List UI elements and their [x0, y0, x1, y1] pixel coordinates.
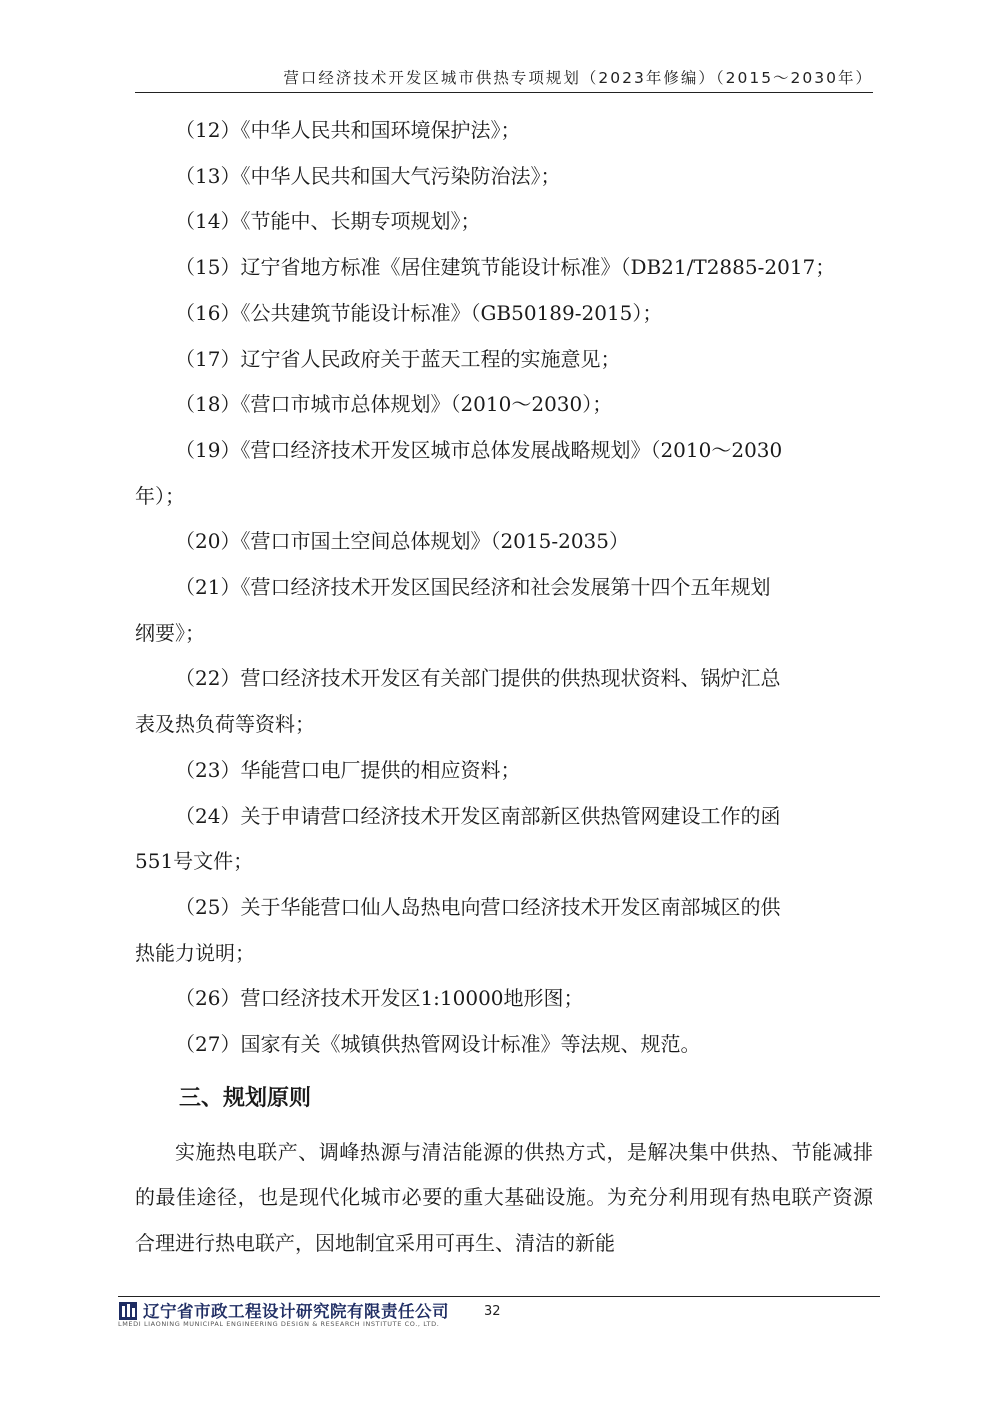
- page-number: 32: [484, 1304, 501, 1319]
- reference-item-22: （22）营口经济技术开发区有关部门提供的供热现状资料、锅炉汇总: [175, 666, 781, 691]
- header-divider: [135, 92, 873, 93]
- reference-item-14: （14）《节能中、长期专项规划》；: [175, 209, 481, 234]
- company-logo-icon: [118, 1300, 138, 1322]
- reference-item-12: （12）《中华人民共和国环境保护法》；: [175, 118, 521, 142]
- reference-item-20: （20）《营口市国土空间总体规划》（2015-2035）: [175, 529, 630, 554]
- reference-item-22-continued: 表及热负荷等资料；: [135, 712, 315, 737]
- company-english-text: LIAONING MUNICIPAL ENGINEERING DESIGN & RESEARCH INSTITUTE CO., LTD.: [143, 1320, 440, 1328]
- footer-divider: [118, 1296, 880, 1297]
- reference-item-25: （25）关于华能营口仙人岛热电向营口经济技术开发区南部城区的供: [175, 894, 781, 919]
- section-heading: 三、规划原则: [179, 1085, 312, 1111]
- reference-item-25-continued: 热能力说明；: [135, 940, 255, 965]
- document-body: [135, 108, 873, 1267]
- reference-item-17: （17）辽宁省人民政府关于蓝天工程的实施意见；: [175, 346, 621, 371]
- page-header-title: 营口经济技术开发区城市供热专项规划（2023年修编）（2015～2030年）: [283, 69, 873, 87]
- reference-item-26: （26）营口经济技术开发区1:10000地形图；: [175, 986, 584, 1011]
- reference-item-13: （13）《中华人民共和国大气污染防治法》；: [175, 163, 561, 188]
- reference-item-16: （16）《公共建筑节能设计标准》（GB50189-2015）；: [175, 300, 663, 325]
- reference-item-24-continued: 551号文件；: [135, 849, 254, 874]
- reference-item-15: （15）辽宁省地方标准《居住建筑节能设计标准》（DB21/T2885-2017；: [175, 255, 836, 280]
- logo-text: LMEDI: [118, 1320, 142, 1328]
- reference-item-19-continued: 年）；: [135, 483, 185, 508]
- company-name-english: [118, 1320, 439, 1328]
- section-paragraph: 实施热电联产、调峰热源与清洁能源的供热方式，是解决集中供热、节能减排的最佳途径，也是现代化城市必要的重大基础设施。为充分利用现有热电联产资源合理进行热电联产，因地制宜采用可再生、清洁的新能: [135, 1139, 873, 1256]
- reference-item-23: （23）华能营口电厂提供的相应资料；: [175, 757, 521, 782]
- reference-item-19: （19）《营口经济技术开发区城市总体发展战略规划》（2010～2030: [175, 437, 783, 462]
- reference-item-21: （21）《营口经济技术开发区国民经济和社会发展第十四个五年规划: [175, 575, 771, 600]
- reference-item-18: （18）《营口市城市总体规划》（2010～2030）；: [175, 392, 613, 417]
- reference-item-24: （24）关于申请营口经济技术开发区南部新区供热管网建设工作的函: [175, 803, 781, 828]
- reference-item-21-continued: 纲要》；: [135, 620, 205, 645]
- reference-item-27: （27）国家有关《城镇供热管网设计标准》等法规、规范。: [175, 1032, 701, 1057]
- company-name: 辽宁省市政工程设计研究院有限责任公司: [143, 1302, 449, 1321]
